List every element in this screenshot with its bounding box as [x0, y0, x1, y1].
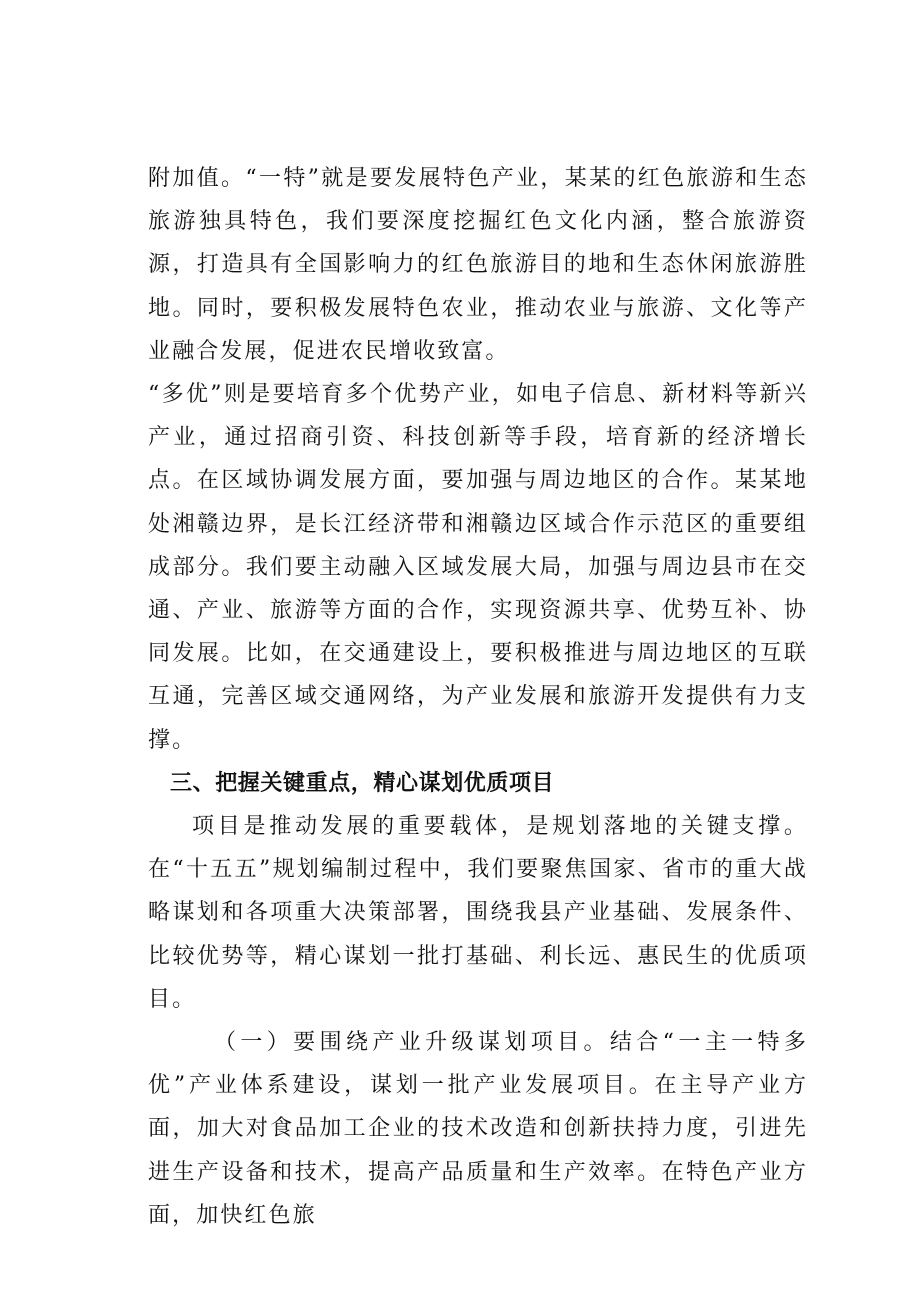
- paragraph-duo-you: “多优”则是要培育多个优势产业，如电子信息、新材料等新兴产业，通过招商引资、科技创新等手段，培育新的经济增长点。在区域协调发展方面，要加强与周边地区的合作。某某地处湘赣边界，是长江经济带和湘赣边区域合作示范区的重要组成部分。我们要主动融入区域发展大局，加强与周边县市在交通、产业、旅游等方面的合作，实现资源共享、优势互补、协同发展。比如，在交通建设上，要积极推进与周边地区的互联互通，完善区域交通网络，为产业发展和旅游开发提供有力支撑。: [148, 382, 808, 753]
- paragraph-industry-upgrade: （一）要围绕产业升级谋划项目。结合“一主一特多优”产业体系建设，谋划一批产业发展项目。在主导产业方面，加大对食品加工企业的技术改造和创新扶持力度，引进先进生产设备和技术，提高产品质量和生产效率。在特色产业方面，加快红色旅: [148, 1030, 808, 1228]
- paragraph-yi-te: 附加值。“一特”就是要发展特色产业，某某的红色旅游和生态旅游独具特色，我们要深度挖掘红色文化内涵，整合旅游资源，打造具有全国影响力的红色旅游目的地和生态休闲旅游胜地。同时，要积极发展特色农业，推动农业与旅游、文化等产业融合发展，促进农民增收致富。: [148, 166, 808, 364]
- paragraph-projects-intro: 项目是推动发展的重要载体，是规划落地的关键支撑。在“十五五”规划编制过程中，我们要聚焦国家、省市的重大战略谋划和各项重大决策部署，围绕我县产业基础、发展条件、比较优势等，精心谋划一批打基础、利长远、惠民生的优质项目。: [148, 814, 808, 1012]
- section-heading: 三、把握关键重点，精心谋划优质项目: [170, 770, 555, 796]
- document-body: [148, 157, 808, 1237]
